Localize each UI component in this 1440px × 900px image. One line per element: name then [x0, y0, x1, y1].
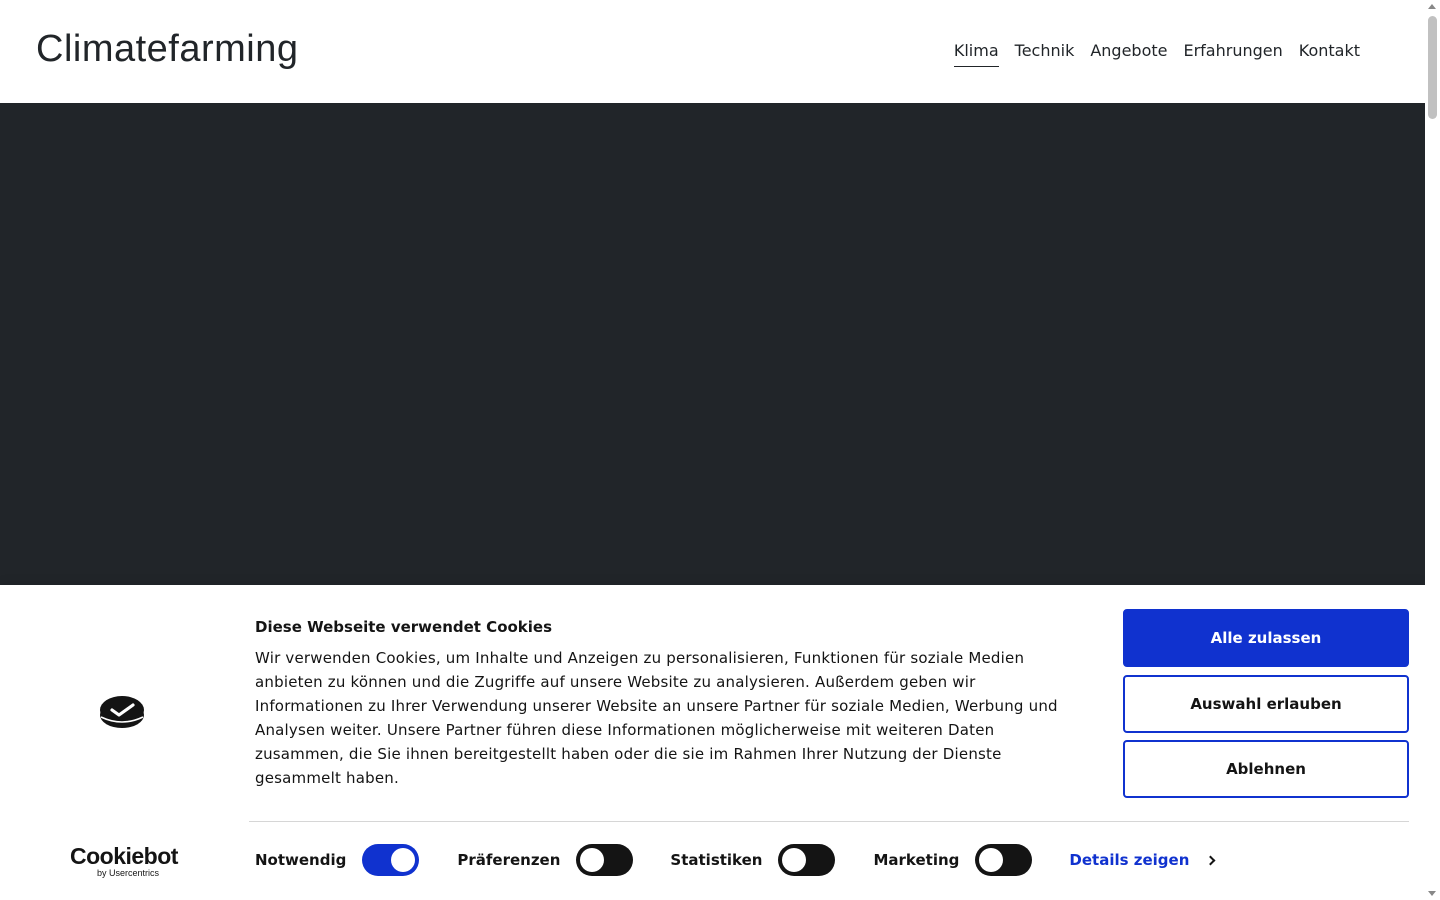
site-logo-text[interactable]: Climatefarming: [36, 28, 299, 70]
accept-all-button[interactable]: Alle zulassen: [1123, 609, 1409, 667]
toggle-label-statistiken: Statistiken: [670, 851, 763, 869]
cookie-banner-title: Diese Webseite verwendet Cookies: [255, 618, 553, 636]
toggle-statistiken[interactable]: [778, 844, 835, 876]
cookiebot-logo[interactable]: [70, 843, 178, 878]
toggle-marketing[interactable]: [975, 844, 1032, 876]
nav-item-angebote[interactable]: Angebote: [1090, 41, 1168, 60]
cookiebot-logo-sub: by Usercentrics: [97, 868, 160, 878]
nav-item-erfahrungen[interactable]: Erfahrungen: [1183, 41, 1283, 60]
toggle-knob: [391, 848, 415, 872]
page-scrollbar[interactable]: [1425, 0, 1440, 900]
cookie-icon: [98, 693, 146, 731]
toggle-group-praeferenzen: [457, 844, 633, 876]
toggle-label-marketing: Marketing: [873, 851, 960, 869]
toggle-praeferenzen[interactable]: [576, 844, 633, 876]
details-link[interactable]: [1069, 851, 1214, 869]
nav-item-klima[interactable]: Klima: [954, 40, 999, 67]
deny-button[interactable]: Ablehnen: [1123, 740, 1409, 798]
toggle-group-notwendig: [255, 844, 419, 876]
cookiebot-logo-name: Cookiebot: [70, 843, 178, 869]
toggle-knob: [782, 848, 806, 872]
cookie-banner-text: Wir verwenden Cookies, um Inhalte und Anzeigen zu personalisieren, Funktionen für soziale Medien anbieten zu können und die Zugriffe auf unsere Website zu analysieren. Außerdem geben wir Informationen zu Ihrer Verwendung unserer Website an unsere Partner für soziale Medien, Werbung und Analysen weiter. Unsere Partner führen diese Informationen möglicherweise mit weiteren Daten zusammen, die Sie ihnen bereitgestellt haben oder die sie im Rahmen Ihrer Nutzung der Dienste gesammelt haben.: [255, 649, 1058, 787]
toggle-group-marketing: [873, 844, 1032, 876]
scroll-up-arrow-icon[interactable]: [1428, 4, 1436, 9]
toggle-knob: [580, 848, 604, 872]
site-header: [0, 0, 1425, 103]
nav-item-kontakt[interactable]: Kontakt: [1298, 41, 1360, 60]
details-link-label: Details zeigen: [1069, 851, 1190, 869]
toggle-label-notwendig: Notwendig: [255, 851, 347, 869]
consent-toggles: [255, 844, 1214, 876]
hero-section: [0, 103, 1425, 585]
toggle-notwendig[interactable]: [362, 844, 419, 876]
toggle-label-praeferenzen: Präferenzen: [457, 851, 561, 869]
scrollbar-thumb[interactable]: [1428, 16, 1437, 119]
cookie-banner-divider: [249, 821, 1409, 822]
cookie-consent-banner: [0, 585, 1425, 900]
chevron-right-icon: [1206, 856, 1216, 866]
toggle-knob: [979, 848, 1003, 872]
toggle-group-statistiken: [670, 844, 835, 876]
scroll-down-arrow-icon[interactable]: [1428, 891, 1436, 896]
nav-item-technik[interactable]: Technik: [1014, 41, 1075, 60]
allow-selection-button[interactable]: Auswahl erlauben: [1123, 675, 1409, 733]
main-nav: [954, 40, 1360, 67]
